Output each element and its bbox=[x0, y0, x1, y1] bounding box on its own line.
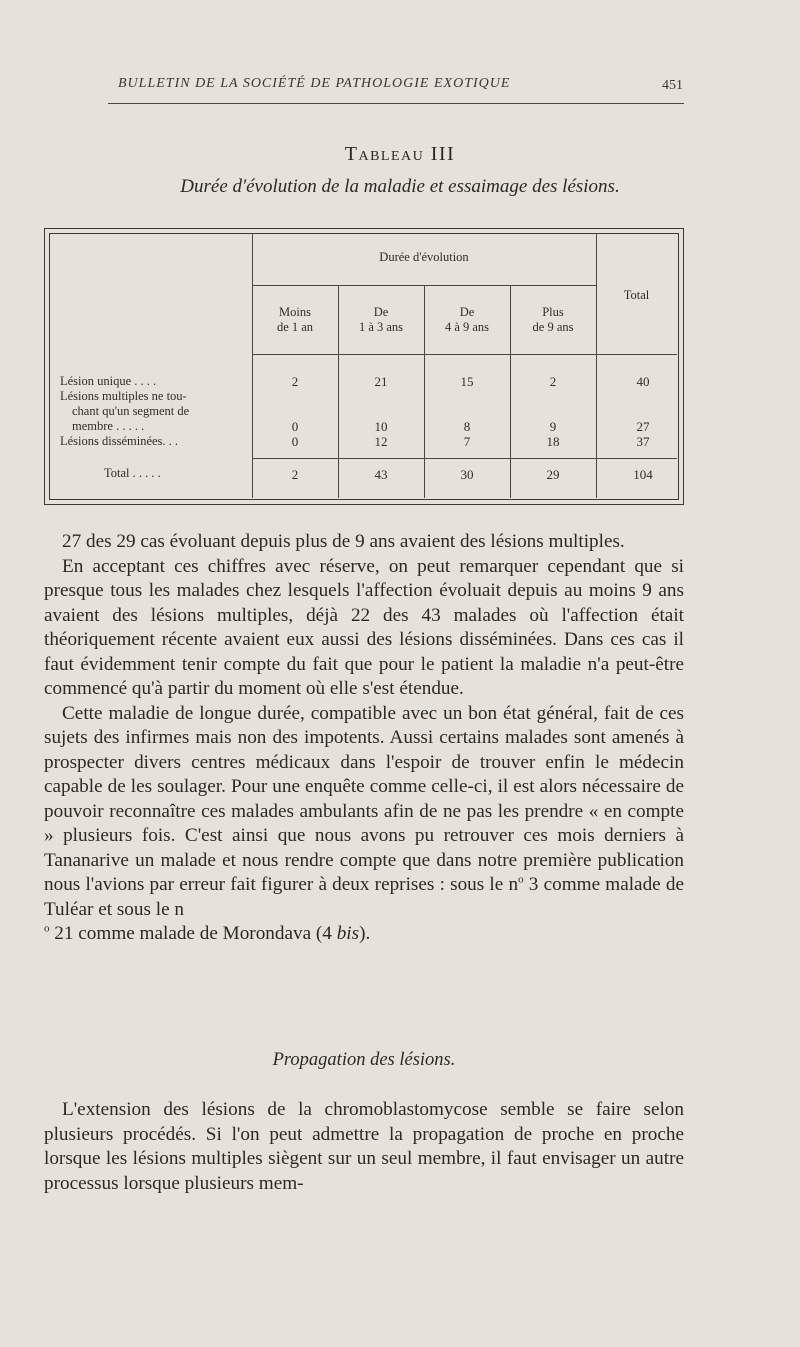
table-cell: 12 bbox=[374, 434, 388, 449]
paragraph: Cette maladie de longue durée, compatible avec un bon état général, fait de ces sujets des infirmes mais non des impotents. Aussi certains malades sont amenés à prospecter divers centres médicaux dans l'espoir de trouver enfin le médecin capable de les soulager. Pour une enquête comme celle-ci, il est alors nécessaire de pouvoir reconnaître ces malades ambulants afin de ne pas les prendre « en compte » plusieurs fois. C'est ainsi que nous avons pu retrouver ces mois derniers à Tananarive un malade et nous rendre compte que dans notre première publication nous l'avions par erreur fait figurer à deux reprises : sous le $n^o$ 3 comme malade de Tuléar et sous le n $^o$ 21 comme malade de Morondava (4 bis). bbox=[44, 702, 685, 944]
running-title: BULLETIN DE LA SOCIÉTÉ DE PATHOLOGIE EXOTIQUE bbox=[118, 76, 511, 91]
table-cell: 2 bbox=[549, 374, 557, 389]
row-label: Lésion unique . . . . bbox=[60, 374, 157, 388]
column-header: Plus de 9 ans bbox=[532, 305, 574, 334]
total-row-label: Total . . . . . bbox=[104, 466, 161, 480]
column-header: De 1 à 3 ans bbox=[358, 305, 404, 334]
page-number: 451 bbox=[662, 78, 683, 93]
table-cell: 27 bbox=[636, 419, 650, 434]
total-cell: 104 bbox=[633, 467, 653, 482]
subheader-rule bbox=[252, 285, 596, 286]
header-rule bbox=[108, 103, 684, 104]
paragraph: 27 des 29 cas évoluant depuis plus de 9 ans avaient des lésions multiples. bbox=[62, 531, 625, 552]
section-heading: Propagation des lésions. bbox=[272, 1050, 456, 1070]
row-label: Lésions multiples ne tou- chant qu'un segment de membre . . . . . bbox=[60, 389, 190, 433]
table-cell: 7 bbox=[463, 434, 471, 449]
row-label: Lésions disséminées. . . bbox=[60, 434, 179, 448]
group-header: Durée d'évolution bbox=[379, 250, 469, 264]
total-cell: 30 bbox=[460, 467, 474, 482]
column-header: De 4 à 9 ans bbox=[444, 305, 490, 334]
table-cell: 10 bbox=[374, 419, 388, 434]
table-cell: 37 bbox=[636, 434, 650, 449]
table-cell: 21 bbox=[374, 374, 388, 389]
total-cell: 43 bbox=[374, 467, 388, 482]
paragraph: L'extension des lésions de la chromoblastomycose semble se faire selon plusieurs procédés. Si l'on peut admettre la propagation de proche en proche lorsque les lésions multiples siègent sur un seul membre, il faut envisager un autre processus lorsque plusieurs mem- bbox=[44, 1099, 684, 1194]
table-caption: Durée d'évolution de la maladie et essaimage des lésions. bbox=[180, 176, 620, 197]
table-cell: 9 bbox=[549, 419, 557, 434]
column-header: Moins de 1 an bbox=[276, 305, 314, 334]
total-rule bbox=[252, 458, 677, 459]
total-cell: 2 bbox=[291, 467, 299, 482]
table-cell: 15 bbox=[460, 374, 474, 389]
total-cell: 29 bbox=[546, 467, 560, 482]
body-block-2 bbox=[44, 1098, 684, 1196]
table-cell: 18 bbox=[546, 434, 560, 449]
table-cell: 0 bbox=[291, 434, 299, 449]
table-inner-border bbox=[49, 233, 679, 500]
table-cell: 40 bbox=[636, 374, 650, 389]
paragraph: En acceptant ces chiffres avec réserve, on peut remarquer cependant que si presque tous les malades chez lesquels l'affection évoluait depuis au moins 9 ans avaient des lésions multiples, déjà 22 des 43 malades où l'affection était théoriquement récente avaient eux aussi des lésions disséminées. Dans ces cas il faut évidemment tenir compte du fait que pour le patient la maladie n'a peut-être commencé qu'à partir du moment où elle s'est étendue. bbox=[44, 555, 684, 699]
table-cell: 8 bbox=[463, 419, 471, 434]
total-header: Total bbox=[623, 288, 650, 302]
body-block-1 bbox=[44, 530, 684, 947]
table-cell: 2 bbox=[291, 374, 299, 389]
header-bottom-rule bbox=[252, 354, 677, 355]
table-cell: 0 bbox=[291, 419, 299, 434]
table-label: Tableau III bbox=[344, 143, 456, 165]
